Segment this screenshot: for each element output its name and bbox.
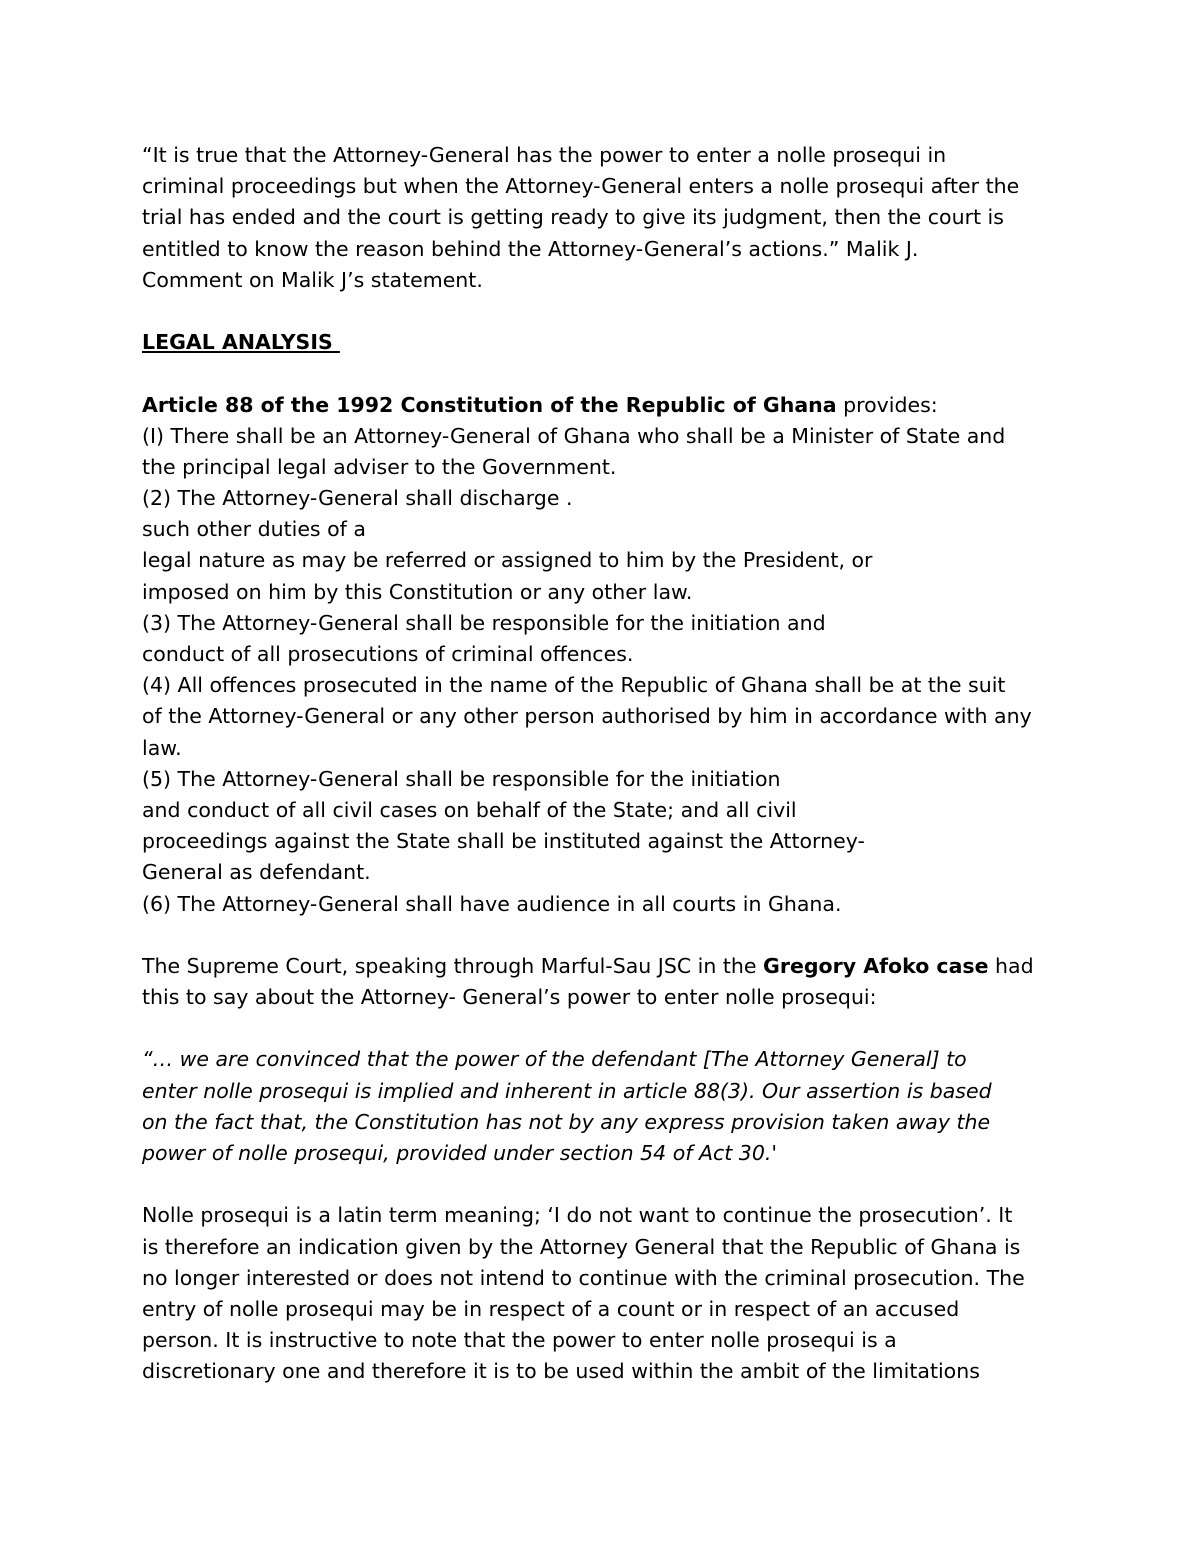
- section-heading: LEGAL ANALYSIS: [142, 330, 340, 355]
- article-line: of the Attorney-General or any other person authorised by him in accordance with any: [142, 704, 1032, 729]
- article-line: law.: [142, 735, 182, 760]
- nolle-paragraph: [142, 1200, 1072, 1387]
- court-text: had: [988, 953, 1034, 978]
- question-line: entitled to know the reason behind the Attorney-General’s actions.” Malik J.: [142, 236, 919, 261]
- court-line: [142, 951, 1072, 982]
- article-88-block: [142, 390, 1072, 920]
- quote-line: enter nolle prosequi is implied and inherent in article 88(3). Our assertion is based: [142, 1078, 992, 1103]
- court-text: The Supreme Court, speaking through Marful-Sau JSC in the: [142, 953, 764, 978]
- question-line: criminal proceedings but when the Attorney-General enters a nolle prosequi after the: [142, 174, 1020, 199]
- article-line: legal nature as may be referred or assigned to him by the President, or: [142, 548, 873, 573]
- paragraph-gap: [142, 920, 1072, 951]
- paragraph-gap: [142, 296, 1072, 327]
- article-title-bold: Article 88 of the 1992 Constitution of the Republic of Ghana: [142, 392, 837, 417]
- article-title: [142, 390, 1072, 421]
- article-line: General as defendant.: [142, 860, 371, 885]
- paragraph-gap: [142, 1013, 1072, 1044]
- article-line: (I) There shall be an Attorney-General of Ghana who shall be a Minister of State and: [142, 423, 1006, 448]
- question-line: trial has ended and the court is getting ready to give its judgment, then the court is: [142, 205, 1004, 230]
- court-paragraph: [142, 951, 1072, 1013]
- document-page: [142, 140, 1072, 1388]
- nolle-line: entry of nolle prosequi may be in respect of a count or in respect of an accused: [142, 1296, 960, 1321]
- quote-line: “… we are convinced that the power of the defendant [The Attorney General] to: [142, 1047, 967, 1072]
- article-line: proceedings against the State shall be instituted against the Attorney-: [142, 829, 865, 854]
- case-name: Gregory Afoko case: [763, 953, 989, 978]
- paragraph-gap: [142, 1169, 1072, 1200]
- article-line: (6) The Attorney-General shall have audience in all courts in Ghana.: [142, 891, 842, 916]
- article-line: imposed on him by this Constitution or any other law.: [142, 579, 693, 604]
- nolle-line: Nolle prosequi is a latin term meaning; ‘I do not want to continue the prosecution’. It: [142, 1203, 1013, 1228]
- nolle-line: no longer interested or does not intend to continue with the criminal prosecution. The: [142, 1265, 1025, 1290]
- article-line: conduct of all prosecutions of criminal offences.: [142, 642, 634, 666]
- quote-block: [142, 1044, 1072, 1169]
- article-line: (5) The Attorney-General shall be responsible for the initiation: [142, 766, 781, 791]
- quote-line: on the fact that, the Constitution has not by any express provision taken away the: [142, 1109, 991, 1134]
- nolle-line: person. It is instructive to note that the power to enter nolle prosequi is a: [142, 1328, 897, 1353]
- article-line: such other duties of a: [142, 517, 366, 542]
- quote-line: power of nolle prosequi, provided under section 54 of Act 30.': [142, 1141, 778, 1165]
- question-paragraph: [142, 140, 1072, 296]
- nolle-line: is therefore an indication given by the Attorney General that the Republic of Ghana is: [142, 1234, 1021, 1259]
- article-line: the principal legal adviser to the Government.: [142, 454, 617, 479]
- article-title-rest: provides:: [836, 392, 938, 417]
- question-line: “It is true that the Attorney-General has the power to enter a nolle prosequi in: [142, 143, 947, 167]
- court-line: this to say about the Attorney- General’s power to enter nolle prosequi:: [142, 985, 877, 1010]
- article-line: (2) The Attorney-General shall discharge .: [142, 486, 573, 511]
- paragraph-gap: [142, 358, 1072, 389]
- article-line: (4) All offences prosecuted in the name of the Republic of Ghana shall be at the suit: [142, 673, 1006, 698]
- article-line: (3) The Attorney-General shall be responsible for the initiation and: [142, 610, 826, 635]
- nolle-line: discretionary one and therefore it is to be used within the ambit of the limitations: [142, 1359, 980, 1384]
- question-line: Comment on Malik J’s statement.: [142, 267, 483, 292]
- article-line: and conduct of all civil cases on behalf of the State; and all civil: [142, 797, 797, 822]
